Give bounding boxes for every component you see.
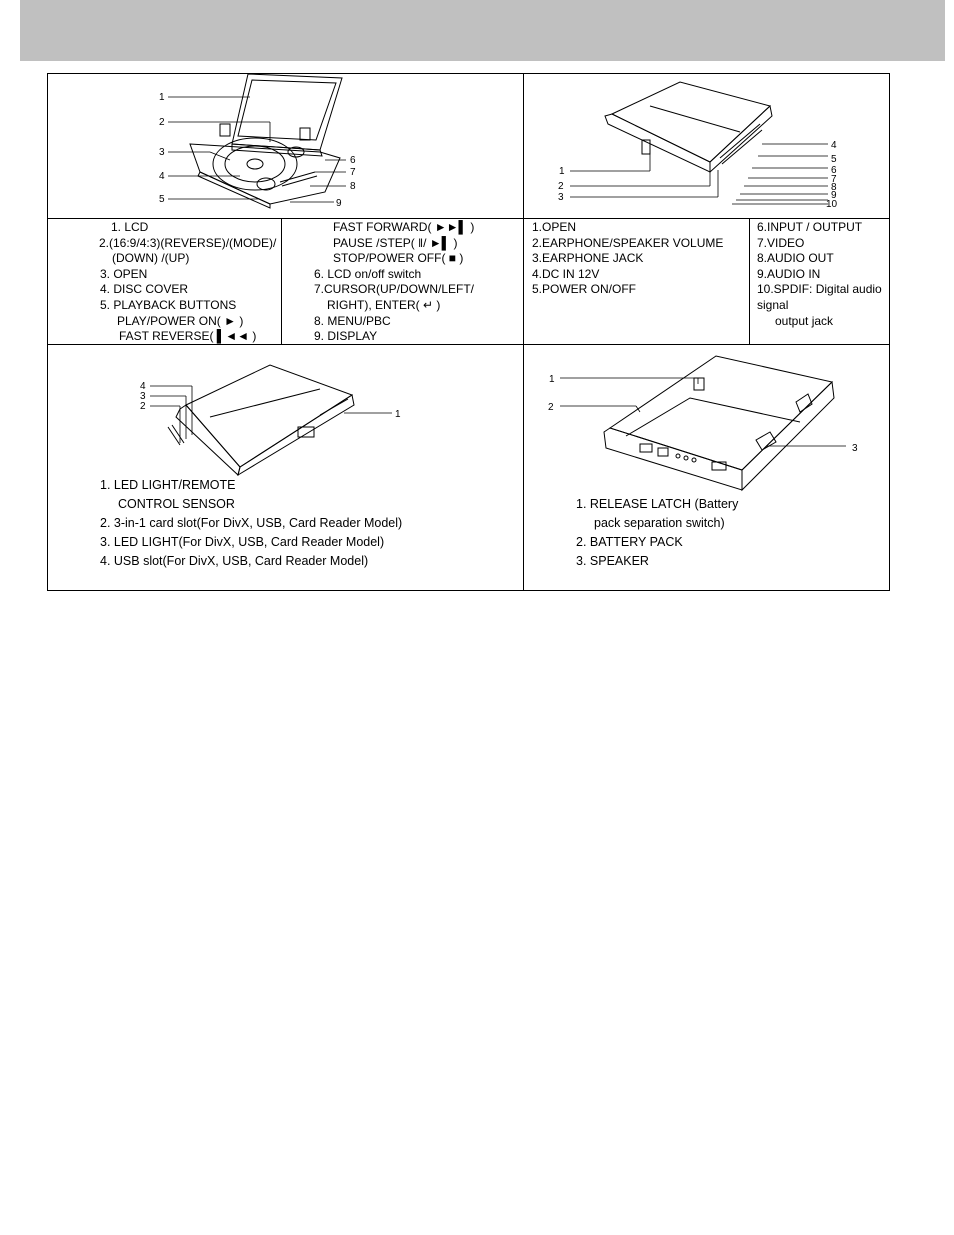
fig4-callout-3: 3 — [852, 443, 858, 454]
fig2-callout-1: 1 — [559, 166, 565, 177]
fig2-callout-8: 8 — [831, 182, 837, 193]
side-item-2: 2.EARPHONE/SPEAKER VOLUME — [532, 235, 724, 250]
front-item-7: 7.CURSOR(UP/DOWN/LEFT/ — [314, 282, 475, 297]
edge-item-1-cont: CONTROL SENSOR — [118, 497, 235, 511]
front-item-1: 1. LCD — [111, 220, 149, 234]
side-item-10-cont: signal — [757, 297, 789, 312]
fig1-callout-4: 4 — [159, 171, 165, 182]
fig2-callout-2: 2 — [558, 181, 564, 192]
front-item-7-cont: RIGHT), ENTER( ↵ ) — [327, 297, 441, 312]
fig2-callout-3: 3 — [558, 192, 564, 203]
side-item-6: 6.INPUT / OUTPUT — [757, 220, 863, 234]
fig1-callout-8: 8 — [350, 181, 356, 192]
fig2-callout-4: 4 — [831, 140, 837, 151]
divider-left-text — [281, 218, 282, 344]
divider-row1 — [47, 218, 890, 219]
fig1-callout-7: 7 — [350, 167, 356, 178]
fig3-callout-1: 1 — [395, 409, 401, 420]
fig1-callout-3: 3 — [159, 147, 165, 158]
side-parts-list-cont — [757, 220, 882, 329]
player-underside-figure — [540, 352, 870, 496]
side-item-8: 8.AUDIO OUT — [757, 251, 834, 266]
front-item-6: 6. LCD on/off switch — [314, 266, 422, 281]
fig1-callout-2: 2 — [159, 117, 165, 128]
front-item-2: 2.(16:9/4:3)(REVERSE)/(MODE)/ — [99, 235, 277, 250]
side-item-10: 10.SPDIF: Digital audio — [757, 282, 882, 297]
fig4-callout-2: 2 — [548, 402, 554, 413]
fig4-callout-1: 1 — [549, 374, 555, 385]
fig1-callout-1: 1 — [159, 92, 165, 103]
player-side-figure — [550, 76, 850, 212]
under-item-1: 1. RELEASE LATCH (Battery — [576, 497, 739, 511]
side-item-4: 4.DC IN 12V — [532, 266, 600, 281]
front-item-2-cont: (DOWN) /(UP) — [112, 251, 190, 266]
fig3-callout-3: 3 — [140, 391, 146, 402]
side-item-5: 5.POWER ON/OFF — [532, 282, 637, 297]
under-item-2: 2. BATTERY PACK — [576, 535, 683, 549]
under-item-1-cont: pack separation switch) — [594, 516, 725, 530]
front-parts-list-cont — [314, 220, 475, 345]
edge-item-1: 1. LED LIGHT/REMOTE — [100, 478, 236, 492]
fig3-callout-2: 2 — [140, 401, 146, 412]
front-item-9: 9. DISPLAY — [314, 329, 378, 344]
side-item-9: 9.AUDIO IN — [757, 266, 821, 281]
underside-parts-list — [576, 495, 738, 571]
fig2-callout-10: 10 — [826, 199, 838, 210]
front-item-5: 5. PLAYBACK BUTTONS — [100, 297, 237, 312]
fig1-callout-5: 5 — [159, 194, 165, 205]
divider-vertical-main — [523, 73, 524, 591]
front-item-5-pause: PAUSE /STEP( ‖/ ►▌ ) — [333, 235, 458, 250]
side-parts-list — [532, 220, 723, 298]
side-item-3: 3.EARPHONE JACK — [532, 251, 644, 266]
player-front-figure — [150, 72, 370, 212]
divider-right-text — [749, 218, 750, 344]
edge-item-2: 2. 3-in-1 card slot(For DivX, USB, Card Reader Model) — [100, 516, 403, 530]
front-parts-list — [99, 220, 277, 345]
side-item-10-cont2: output jack — [775, 313, 834, 328]
front-item-8: 8. MENU/PBC — [314, 313, 391, 328]
fig2-callout-6: 6 — [831, 165, 837, 176]
header-bar — [20, 0, 945, 61]
fig1-callout-9: 9 — [336, 198, 342, 209]
front-item-4: 4. DISC COVER — [100, 282, 189, 297]
fig1-callout-6: 6 — [350, 155, 356, 166]
front-item-3: 3. OPEN — [100, 266, 148, 281]
front-item-5-stop: STOP/POWER OFF( ■ ) — [333, 251, 464, 266]
side-item-1: 1.OPEN — [532, 220, 577, 234]
fig2-callout-5: 5 — [831, 154, 837, 165]
edge-item-3: 3. LED LIGHT(For DivX, USB, Card Reader Model) — [100, 535, 385, 549]
fig2-callout-9: 9 — [831, 190, 837, 201]
front-edge-parts-list — [100, 476, 402, 571]
edge-item-4: 4. USB slot(For DivX, USB, Card Reader Model) — [100, 554, 369, 568]
player-front-edge-figure — [130, 355, 410, 479]
fig3-callout-4: 4 — [140, 381, 146, 392]
front-item-5-rev: FAST REVERSE( ▌◄◄ ) — [119, 329, 257, 344]
front-item-5-play: PLAY/POWER ON( ► ) — [117, 313, 244, 328]
side-item-7: 7.VIDEO — [757, 235, 805, 250]
fig2-callout-7: 7 — [831, 174, 837, 185]
front-item-5-ff: FAST FORWARD( ►►▌ ) — [333, 220, 475, 234]
under-item-3: 3. SPEAKER — [576, 554, 649, 568]
